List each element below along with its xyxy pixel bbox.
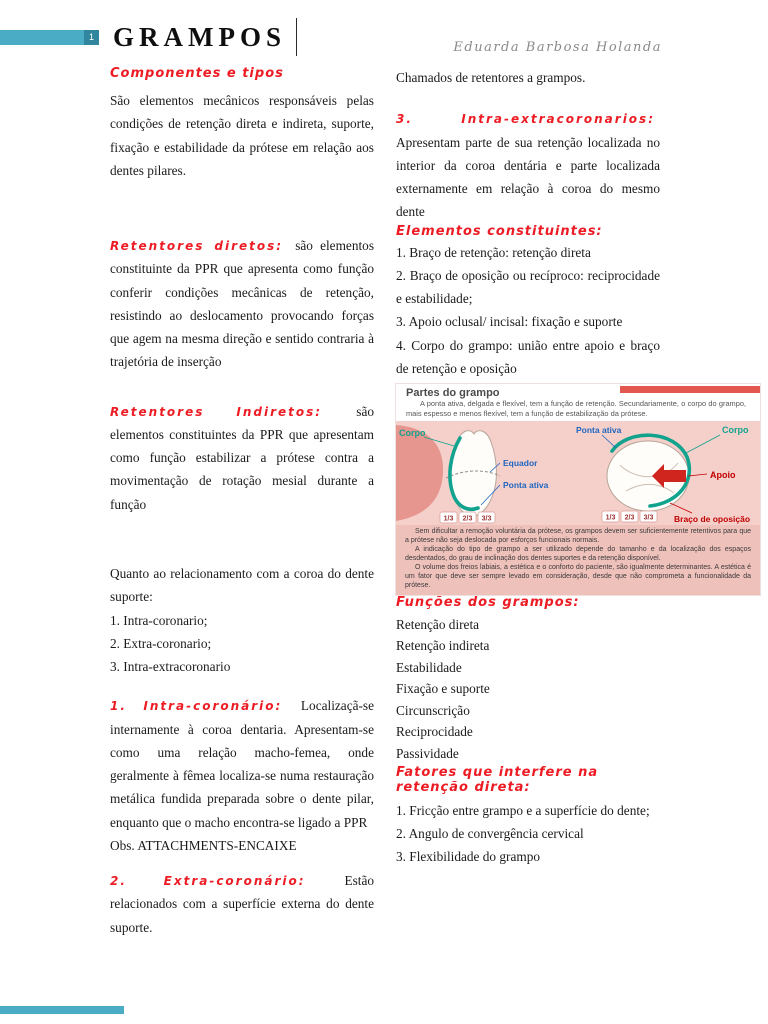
- fator-item-3: 3. Flexibilidade do grampo: [396, 849, 541, 865]
- relacionamento-item-3: 3. Intra-extracoronario: [110, 659, 231, 675]
- tooth-occlusal-view-diagram: [574, 421, 760, 525]
- heading-componentes-e-tipos: Componentes e tipos: [110, 66, 284, 81]
- figure-subtitle: A ponta ativa, delgada e flexível, tem a função de retenção. Secundariamente, o corpo do grampo, mais espesso e menos flexível, tem a função de estabilização da prótese.: [406, 399, 746, 418]
- relacionamento-item-2: 2. Extra-coronario;: [110, 635, 212, 651]
- heading-fatores-retencao-direta: Fatores que interfere na retenção direta:: [396, 764, 599, 795]
- elemento-item-2: 2. Braço de oposição ou recíproco: reciprocidade e estabilidade;: [396, 267, 660, 307]
- funcao-item-4: Fixação e suporte: [396, 681, 490, 697]
- fator-item-1: 1. Fricção entre grampo e a superfície do dente;: [396, 802, 650, 818]
- extra-coronario-label: 2. Extra-coronário:: [110, 874, 306, 889]
- relacionamento-item-1: 1. Intra-coronario;: [110, 612, 208, 628]
- retentores-diretos-text: são elementos constituinte da PPR que apresenta como função conferir condições mecânicas de retenção, resistindo ao deslocamento provocando forças que agem na mesma direção e sentido contraria à trajetória de inserção: [110, 238, 374, 370]
- fraction-label: 2/3: [624, 514, 635, 522]
- gum-shape: [396, 425, 443, 521]
- relacionamento-intro: Quanto ao relacionamento com a coroa do dente suporte:: [110, 565, 374, 605]
- funcao-item-1: Retenção direta: [396, 616, 480, 632]
- heading-elementos-constituintes: Elementos constituintes:: [396, 223, 603, 239]
- content: [110, 66, 751, 939]
- title-row: [0, 18, 297, 56]
- retentores-indiretos-label: Retentores Indiretos:: [110, 404, 323, 419]
- grampo-parts-figure: [396, 384, 760, 595]
- fraction-label: 1/3: [605, 514, 616, 522]
- figure-diagrams: [396, 421, 760, 525]
- label-ponta-ativa: Ponta ativa: [503, 480, 549, 491]
- label-corpo: Corpo: [722, 425, 749, 436]
- chamados-paragraph: Chamados de retentores a grampos.: [396, 70, 586, 85]
- braco-oposicao-leader-line: [670, 503, 692, 513]
- ponta-ativa-leader-line: [602, 435, 616, 448]
- figure-title: Partes do grampo: [406, 387, 500, 400]
- header-accent-bar: [0, 30, 84, 45]
- figure-footer: [396, 525, 760, 595]
- figure-footer-paragraph: Sem dificultar a remoção voluntária da prótese, os grampos devem ser suficientemente retentivos para que a prótese não seja deslocada por esforços funcionais normais.: [405, 528, 751, 545]
- title-divider: [296, 18, 297, 56]
- label-braco-de-oposicao: Braço de oposição: [674, 514, 751, 525]
- extra-coronario-text: Estão relacionados com a superfície externa do dente suporte.: [110, 873, 374, 935]
- retentores-diretos-label: Retentores diretos:: [110, 239, 284, 254]
- intra-extracoronarios-paragraph: [396, 107, 660, 223]
- componentes-paragraph: São elementos mecânicos responsáveis pelas condições de retenção direta e indireta, suporte, fixação e estabilidade da prótese em relação aos dentes pilares.: [110, 93, 374, 178]
- intra-extracoronarios-label: 3. Intra-extracoronarios:: [396, 112, 655, 127]
- funcao-item-7: Passividade: [396, 745, 459, 761]
- elemento-item-1: 1. Braço de retenção: retenção direta: [396, 244, 591, 260]
- label-equador: Equador: [503, 458, 538, 469]
- tooth-side-view-diagram: [396, 421, 574, 525]
- heading-funcoes-dos-grampos: Funções dos grampos:: [396, 594, 580, 610]
- right-column: [396, 66, 751, 939]
- intra-coronario-label: 1. Intra-coronário:: [110, 699, 283, 714]
- intra-coronario-paragraph: [110, 694, 374, 834]
- retentores-diretos-paragraph: [110, 234, 374, 374]
- figure-footer-paragraph: A indicação do tipo de grampo a ser utilizado depende do tamanho e da localização dos espaços desdentados, do grau de inclinação dos dentes suportes e da retenção disponível.: [405, 546, 751, 562]
- retentores-indiretos-text: são elementos constituintes da PPR que apresentam como função estabilizar a prótese contra a movimentação de rotação mesial durante a função: [110, 403, 374, 512]
- page-number-box: [84, 30, 99, 45]
- intra-extracoronarios-text: Apresentam parte de sua retenção localizada no interior da coroa dentária e parte localizada externamente em relação à coroa do mesmo dente: [396, 134, 660, 220]
- label-apoio: Apoio: [710, 470, 736, 481]
- page-number: 1: [88, 32, 94, 42]
- corpo-leader-line: [686, 435, 720, 453]
- footer-accent-bar: [0, 1006, 124, 1014]
- elemento-item-3: 3. Apoio oclusal/ incisal: fixação e suporte: [396, 314, 623, 330]
- page-title: GRAMPOS: [113, 21, 286, 52]
- elemento-item-4: 4. Corpo do grampo: união entre apoio e braço de retenção e oposição: [396, 337, 660, 376]
- label-ponta-ativa: Ponta ativa: [576, 425, 622, 436]
- intra-coronario-obs: Obs. ATTACHMENTS-ENCAIXE: [110, 837, 297, 853]
- label-corpo: Corpo: [399, 428, 426, 439]
- intra-coronario-text: Localizaçã-se internamente à coroa dentaria. Apresentam-se como uma relação macho-femea, onde geralmente à fêmea localiza-se numa restauração metálica fundida preparada sobre o dente pilar, enquanto que o macho encontra-se ligado a PPR: [110, 698, 374, 830]
- fraction-label: 3/3: [643, 514, 654, 522]
- funcao-item-2: Retenção indireta: [396, 638, 490, 654]
- funcao-item-6: Reciprocidade: [396, 724, 473, 740]
- fraction-label: 2/3: [462, 515, 473, 523]
- fraction-label: 1/3: [443, 515, 454, 523]
- author-name: Eduarda Barbosa Holanda: [453, 40, 662, 55]
- figure-footer-paragraph: O volume dos freios labiais, a estética e o conforto do paciente, são igualmente determinantes. A estética é um fator que deve ser sempre levado em consideração, desde que não comprometa a funcionalidade da prótese.: [405, 563, 751, 589]
- figure-red-bar: [620, 386, 760, 393]
- fraction-label: 3/3: [481, 515, 492, 523]
- funcao-item-3: Estabilidade: [396, 659, 462, 675]
- retentores-indiretos-paragraph: [110, 400, 374, 516]
- funcao-item-5: Circunscrição: [396, 702, 470, 718]
- fator-item-2: 2. Angulo de convergência cervical: [396, 825, 584, 841]
- extra-coronario-paragraph: [110, 869, 374, 939]
- left-column: [110, 66, 374, 939]
